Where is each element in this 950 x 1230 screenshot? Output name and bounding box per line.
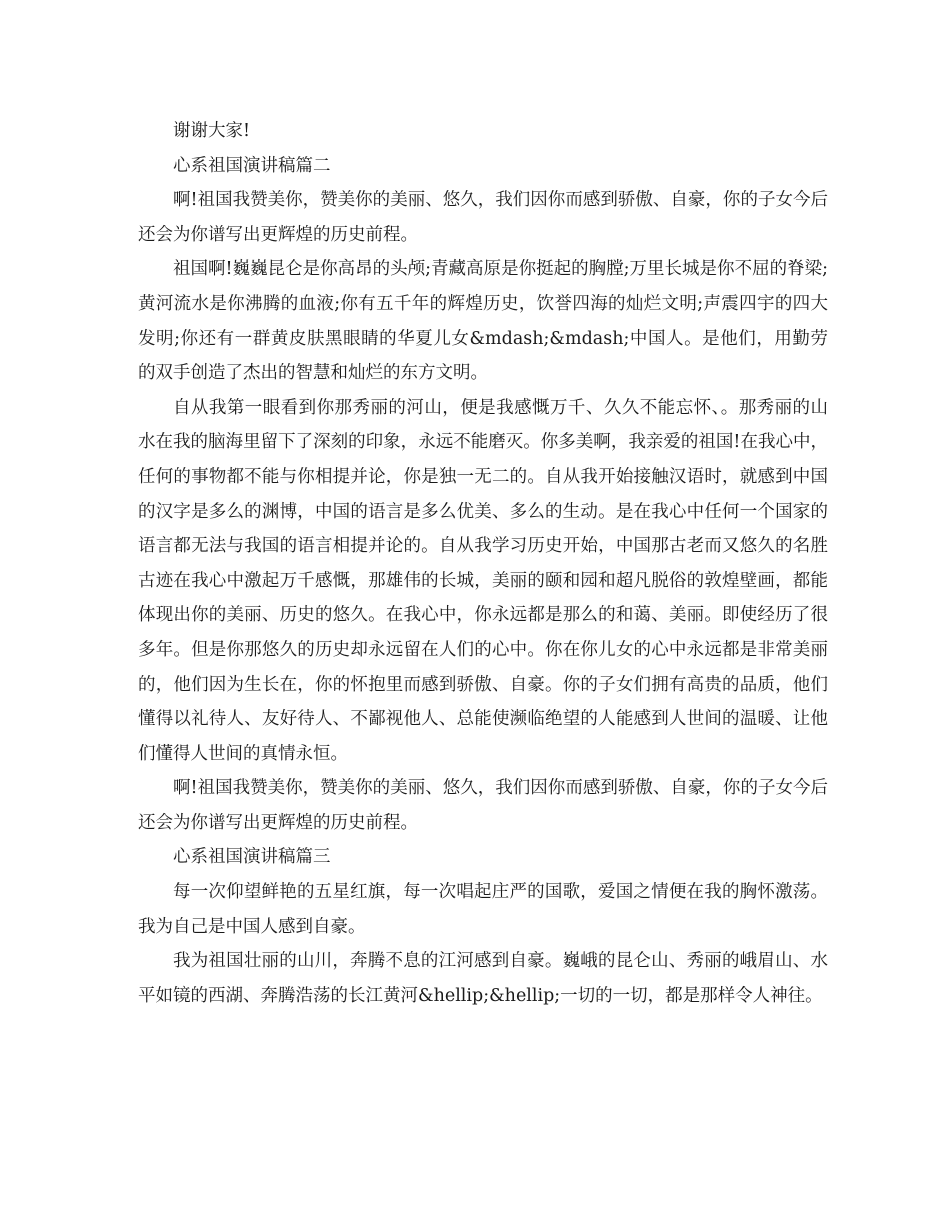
paragraph: 啊!祖国我赞美你，赞美你的美丽、悠久，我们因你而感到骄傲、自豪，你的子女今后还会为你谱写出更辉煌的历史前程。: [138, 190, 828, 245]
paragraph: 自从我第一眼看到你那秀丽的河山，便是我感慨万千、久久不能忘怀、。那秀丽的山水在我的脑海里留下了深刻的印象，永远不能磨灭。你多美啊，我亲爱的祖国!在我心中，任何的事物都不能与你相提并论，你是独一无二的。自从我开始接触汉语时，就感到中国的汉字是多么的渊博，中国的语言是多么优美、多么的生动。是在我心中任何一个国家的语言都无法与我国的语言相提并论的。自从我学习历史开始，中国那古老而又悠久的名胜古迹在我心中激起万千感慨，那雄伟的长城，美丽的颐和园和超凡脱俗的敦煌壁画，都能体现出你的美丽、历史的悠久。在我心中，你永远都是那么的和蔼、美丽。即使经历了很多年。但是你那悠久的历史却永远留在人们的心中。你在你儿女的心中永远都是非常美丽的，他们因为生长在，你的怀抱里而感到骄傲、自豪。你的子女们拥有高贵的品质，他们懂得以礼待人、友好待人、不鄙视他人、总能使濒临绝望的人能感到人世间的温暖、让他们懂得人世间的真情永恒。: [138, 397, 828, 764]
paragraph: 我为祖国壮丽的山川，奔腾不息的江河感到自豪。巍峨的昆仑山、秀丽的峨眉山、水平如镜的西湖、奔腾浩荡的长江黄河&hellip;&hellip;一切的一切，都是那样令人神往。: [138, 951, 828, 1006]
closing-line: 谢谢大家!: [173, 121, 251, 141]
section-three-heading: 心系祖国演讲稿篇三: [173, 847, 331, 868]
paragraph: 每一次仰望鲜艳的五星红旗，每一次唱起庄严的国歌，爱国之情便在我的胸怀激荡。我为自己是中国人感到自豪。: [138, 882, 828, 937]
paragraph: 祖国啊!巍巍昆仑是你高昂的头颅;青藏高原是你挺起的胸膛;万里长城是你不屈的脊梁;黄河流水是你沸腾的血液;你有五千年的辉煌历史，饮誉四海的灿烂文明;声震四宇的四大发明;你还有一群黄皮肤黑眼睛的华夏儿女&mdash;&mdash;中国人。是他们，用勤劳的双手创造了杰出的智慧和灿烂的东方文明。: [138, 259, 828, 384]
paragraph: 啊!祖国我赞美你，赞美你的美丽、悠久，我们因你而感到骄傲、自豪，你的子女今后还会为你谱写出更辉煌的历史前程。: [138, 778, 828, 833]
document-body: [138, 114, 828, 1013]
section-two-heading: 心系祖国演讲稿篇二: [173, 155, 331, 176]
